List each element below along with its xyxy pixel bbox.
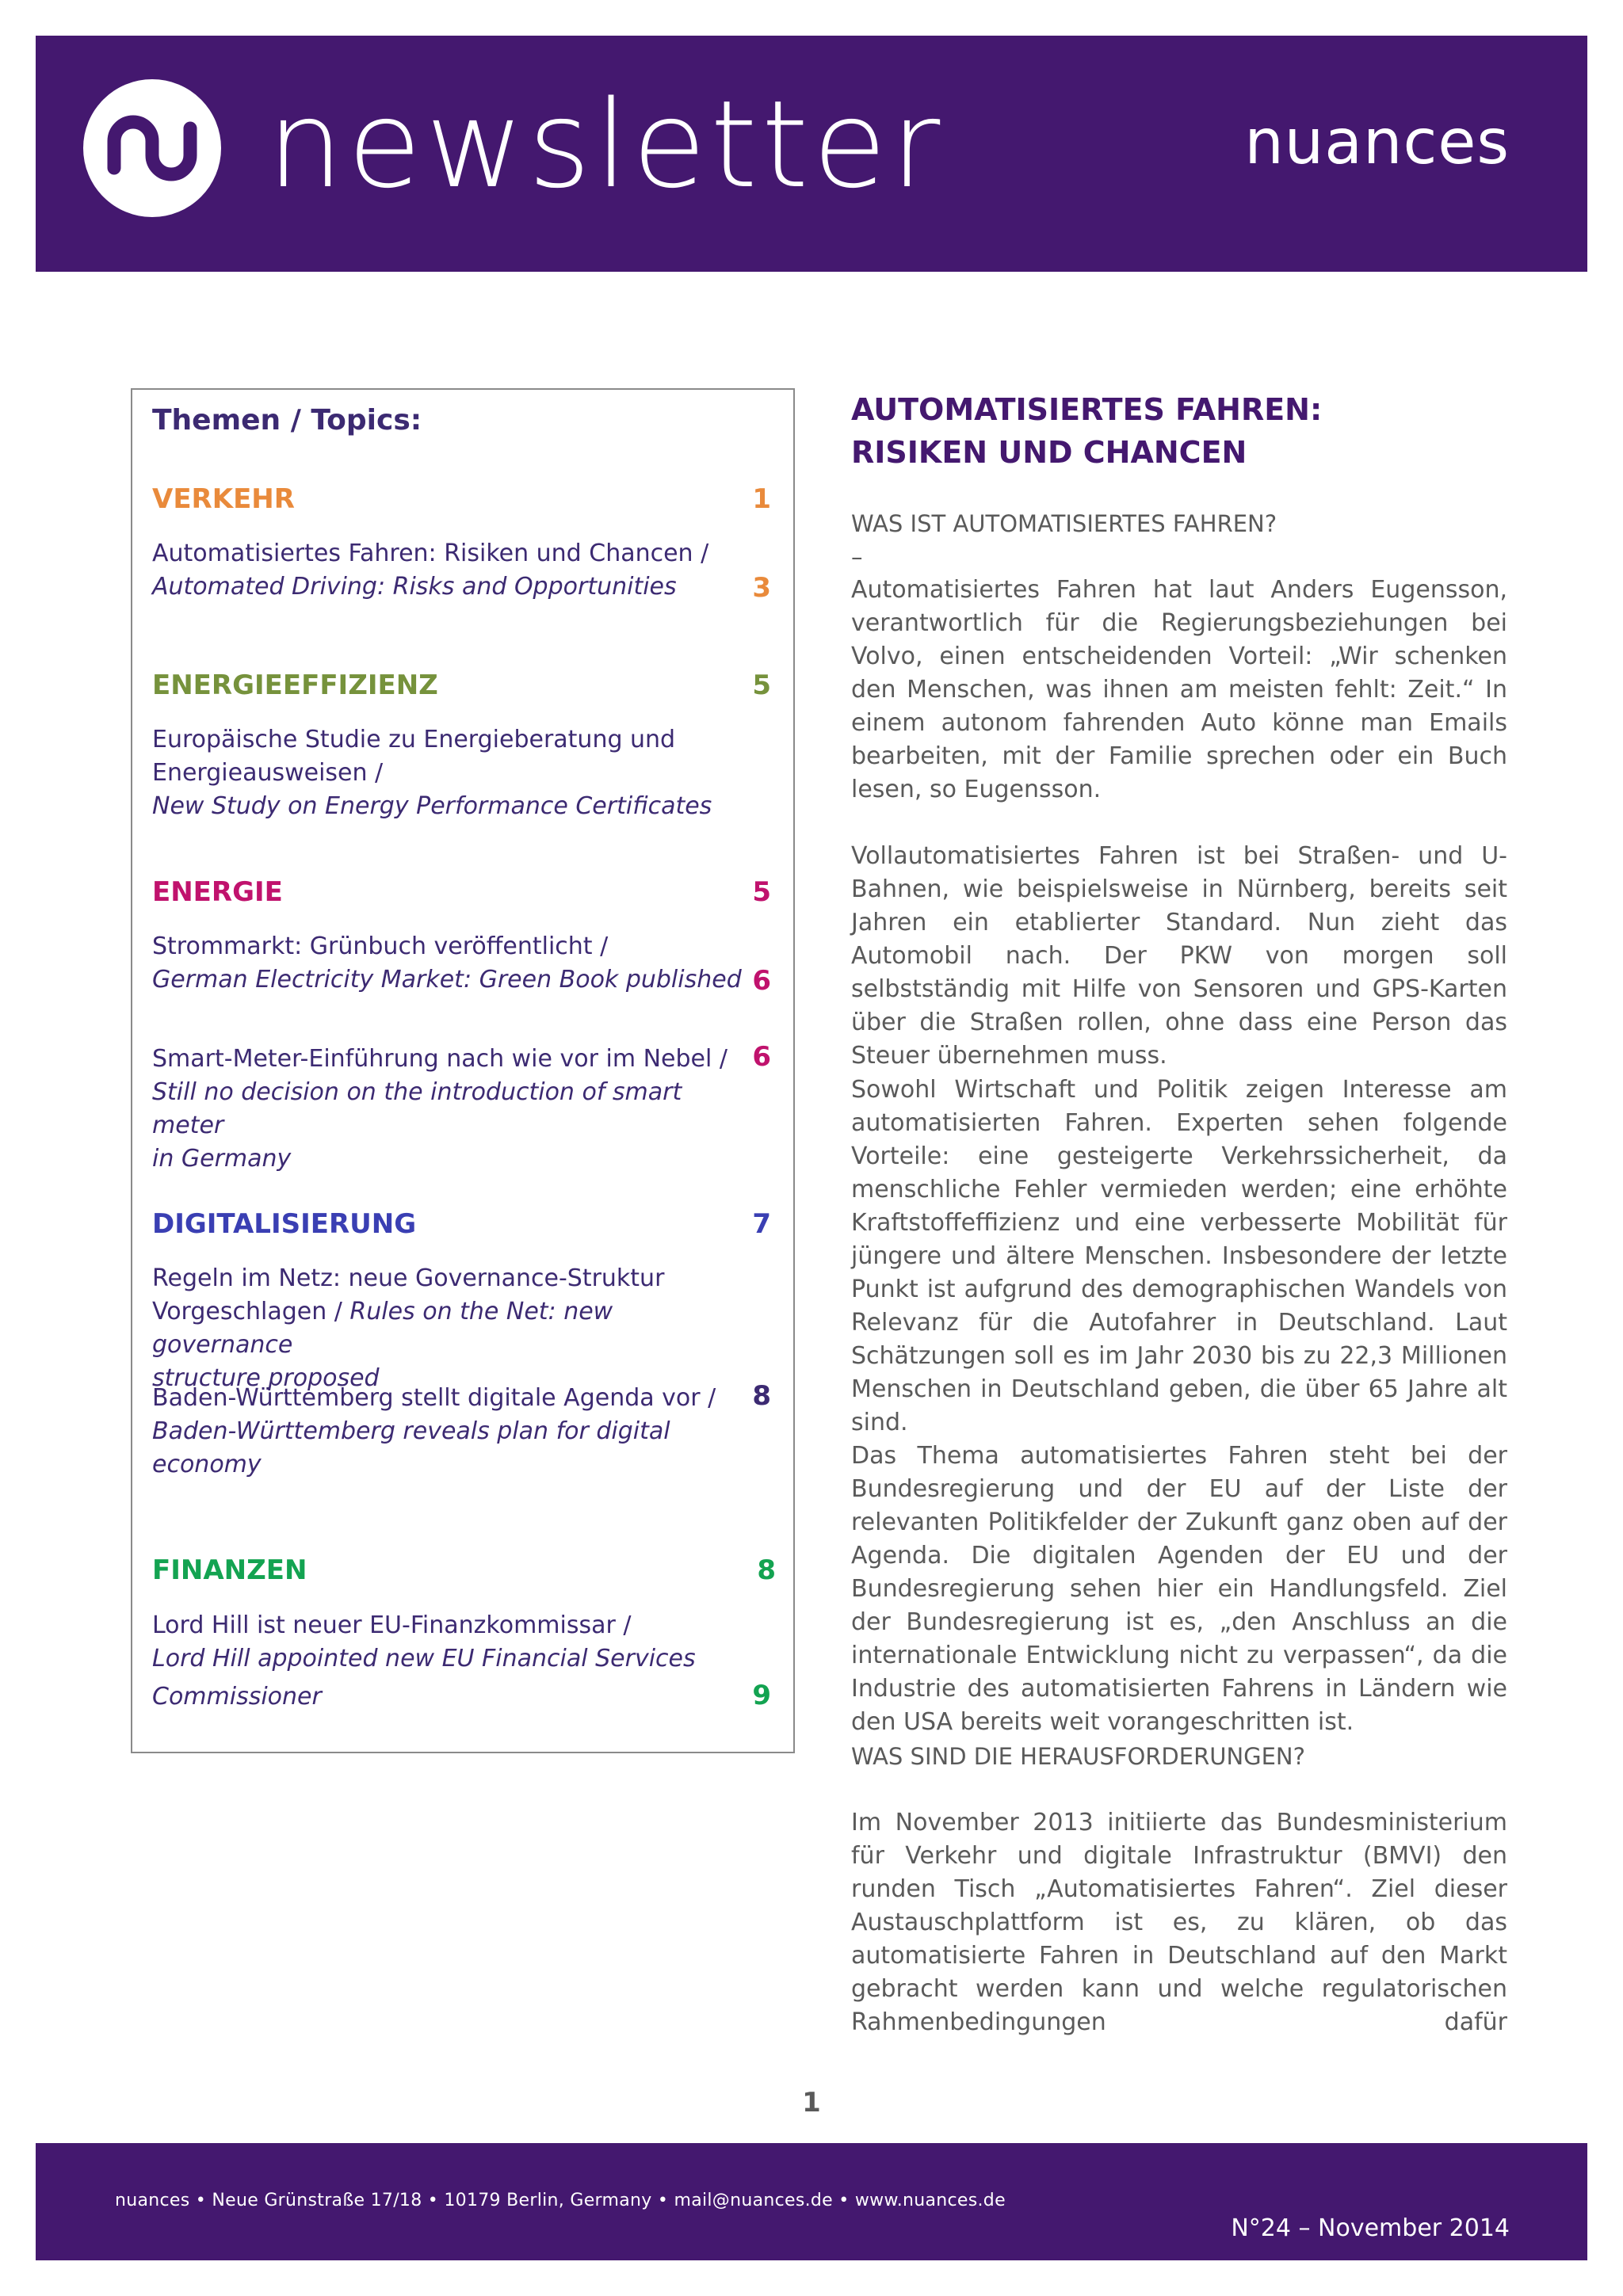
section-energie-page: 5 [752,876,771,908]
brand-name: nuances [1244,107,1510,178]
section-energie[interactable]: ENERGIE [152,876,283,908]
section-finanzen-page: 8 [757,1554,776,1586]
toc-entry-page: 3 [752,572,771,604]
toc-entry[interactable]: Lord Hill ist neuer EU-Finanzkommissar / Lord Hill appointed new EU Financial Services Commissioner [152,1611,696,1711]
page-number: 1 [802,2087,821,2119]
footer-address: nuances • Neue Grünstraße 17/18 • 10179 Berlin, Germany • mail@nuances.de • www.nuances.de [115,2191,1006,2210]
topics-box [131,388,795,1753]
section-energieeffizienz[interactable]: ENERGIEEFFIZIENZ [152,669,438,701]
toc-entry[interactable]: Strommarkt: Grünbuch veröffentlicht / German Electricity Market: Green Book published [152,933,742,994]
article-title: AUTOMATISIERTES FAHREN: RISIKEN UND CHANCEN [851,392,1323,470]
toc-entry-page: 6 [752,965,771,997]
topics-title: Themen / Topics: [152,404,422,437]
toc-entry-page: 8 [752,1380,771,1412]
newsletter-header [36,36,1587,272]
section-verkehr[interactable]: VERKEHR [152,483,295,515]
section-finanzen[interactable]: FINANZEN [152,1554,307,1586]
article-dash: – [851,543,863,570]
article-paragraph: Im November 2013 initiierte das Bundesministerium für Verkehr und digitale Infrastruktur (BMVI) den runden Tisch „Automatisiertes Fahren“. Ziel dieser Austauschplattform ist es, zu klären, ob das automatisierte Fahren in Deutschland auf den Markt gebracht werden kann und welche regulatorischen Rahmenbedingungen dafür [851,1809,1507,2036]
section-verkehr-page: 1 [752,483,771,515]
section-digitalisierung-page: 7 [752,1208,771,1240]
section-energieeffizienz-page: 5 [752,669,771,701]
toc-entry[interactable]: Smart-Meter-Einführung nach wie vor im Nebel / Still no decision on the introduction of smart meter in Germany [152,1045,727,1173]
toc-entry[interactable]: Europäische Studie zu Energieberatung und Energieausweisen / New Study on Energy Performance Certificates [152,726,712,820]
toc-entry[interactable]: Automatisiertes Fahren: Risiken und Chancen / Automated Driving: Risks and Opportunities [152,540,709,601]
article-subhead: WAS SIND DIE HERAUSFORDERUNGEN? [851,1743,1306,1770]
masthead-title: newsletter [267,74,945,215]
article-paragraph: Automatisiertes Fahren hat laut Anders Eugensson, verantwortlich für die Regierungsbeziehungen bei Volvo, einen entscheidenden Vorteil: „Wir schenken den Menschen, was ihnen am meisten fehlt: Zeit.“ In einem autonom fahrenden Auto könne man Emails bearbeiten, mit der Familie sprechen oder ein Buch lesen, so Eugensson. [851,576,1507,803]
toc-entry[interactable]: Regeln im Netz: neue Governance-Struktur Vorgeschlagen / Rules on the Net: new governance structure proposed [152,1264,665,1392]
toc-entry-page: 6 [752,1041,771,1073]
newsletter-footer [36,2143,1587,2260]
section-digitalisierung[interactable]: DIGITALISIERUNG [152,1208,417,1240]
article-paragraph: Das Thema automatisiertes Fahren steht bei der Bundesregierung und der EU auf der Liste der relevanten Politikfelder der Zukunft ganz oben auf der Agenda. Die digitalen Agenden der EU und der Bundesregierung sehen hier ein Handlungsfeld. Ziel der Bundesregierung ist es, „den Anschluss an die internationale Entwicklung nicht zu verpassen“, da die Industrie des automatisierten Fahrens in Ländern wie den USA bereits weit vorangeschritten ist. [851,1442,1507,1736]
article-paragraph: Sowohl Wirtschaft und Politik zeigen Interesse am automatisierten Fahren. Experten sehen folgende Vorteile: eine gesteigerte Verkehrssicherheit, da menschliche Fehler vermieden werden; eine erhöhte Kraftstoffeffizienz und eine verbesserte Mobilität für jüngere und ältere Menschen. Insbesondere der letzte Punkt ist aufgrund des demographischen Wandels von Relevanz für die Autofahrer in Deutschland. Laut Schätzungen soll es im Jahr 2030 bis zu 22,3 Millionen Menschen in Deutschland geben, die über 65 Jahre alt sind. [851,1076,1507,1436]
article-paragraph: Vollautomatisiertes Fahren ist bei Straßen- und U-Bahnen, wie beispielsweise in Nürnberg, bereits seit Jahren ein etablierter Standard. Nun zieht das Automobil nach. Der PKW von morgen soll selbstständig mit Hilfe von Sensoren und GPS-Karten über die Straßen rollen, ohne dass eine Person das Steuer übernehmen muss. [851,842,1507,1070]
toc-entry-page: 9 [752,1680,771,1711]
nuances-logo-icon [83,79,221,217]
article-subhead: WAS IST AUTOMATISIERTES FAHREN? [851,510,1277,537]
toc-entry[interactable]: Baden-Württemberg stellt digitale Agenda vor / Baden-Württemberg reveals plan for digital economy [152,1384,716,1478]
issue-label: N°24 – November 2014 [1231,2214,1510,2242]
